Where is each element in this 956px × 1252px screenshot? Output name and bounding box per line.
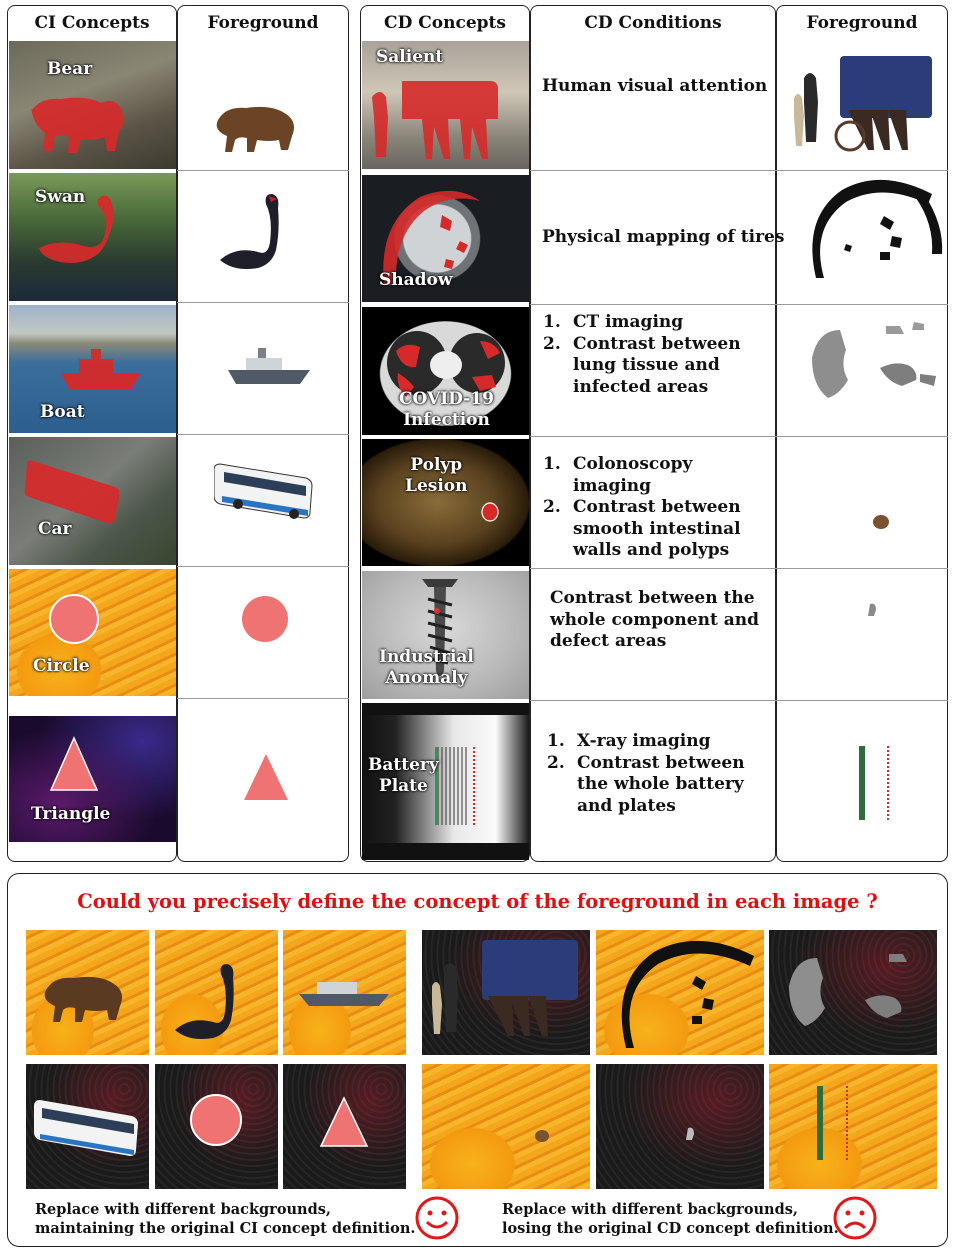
covid-ct-image bbox=[362, 307, 529, 435]
cd-label-covid: COVID-19 Infection bbox=[399, 389, 494, 430]
battery-plate-image bbox=[362, 703, 529, 860]
triangle-image bbox=[9, 716, 176, 842]
ci-label-boat: Boat bbox=[40, 402, 85, 422]
thumb-triangle-dark bbox=[283, 1064, 406, 1189]
thumb-boat-orange bbox=[283, 930, 406, 1055]
thumb-circle-dark bbox=[155, 1064, 278, 1189]
industrial-anomaly-image bbox=[362, 571, 529, 699]
shadow-image bbox=[362, 175, 529, 302]
triangle-foreground bbox=[242, 752, 290, 802]
sad-face-icon bbox=[832, 1195, 878, 1241]
boat-image bbox=[9, 305, 176, 433]
thumb-polyp-orange bbox=[422, 1064, 590, 1189]
thumb-lung-dark bbox=[769, 930, 937, 1055]
cd-condition-battery: 1. X-ray imaging 2. Contrast between the whole battery and plates bbox=[547, 731, 745, 816]
anomaly-foreground bbox=[866, 602, 880, 618]
right-caption: Replace with different backgrounds, losing the original CD concept definition. bbox=[502, 1201, 839, 1237]
header-cd-conditions: CD Conditions bbox=[530, 5, 776, 39]
bear-foreground bbox=[212, 90, 302, 158]
cd-label-salient: Salient bbox=[376, 47, 444, 67]
cd-condition-salient: Human visual attention bbox=[542, 76, 768, 96]
circle-foreground bbox=[240, 594, 290, 644]
thumb-bus-dark bbox=[26, 1064, 149, 1189]
polyp-foreground bbox=[871, 513, 891, 531]
cd-condition-covid: 1. CT imaging 2. Contrast between lung tissue and infected areas bbox=[543, 312, 741, 397]
header-cd-foreground: Foreground bbox=[776, 5, 948, 39]
ci-label-triangle: Triangle bbox=[31, 804, 111, 824]
tire-shadow-foreground bbox=[800, 176, 946, 280]
ci-label-bear: Bear bbox=[47, 59, 93, 79]
cd-label-battery: Battery Plate bbox=[368, 755, 439, 796]
swan-foreground bbox=[214, 190, 294, 280]
thumb-anomaly-dark bbox=[596, 1064, 764, 1189]
cd-label-industrial: Industrial Anomaly bbox=[379, 647, 474, 688]
polyp-image bbox=[362, 439, 529, 566]
bus-foreground bbox=[214, 454, 316, 526]
smiley-face-icon bbox=[414, 1195, 460, 1241]
ci-label-circle: Circle bbox=[33, 656, 90, 676]
cd-condition-shadow: Physical mapping of tires bbox=[542, 227, 785, 247]
lung-infection-foreground bbox=[806, 318, 944, 402]
battery-plate-foreground bbox=[856, 742, 896, 824]
bear-image bbox=[9, 41, 176, 169]
thumb-swan-orange bbox=[155, 930, 278, 1055]
cd-label-polyp: Polyp Lesion bbox=[405, 455, 468, 496]
thumb-tire-orange bbox=[596, 930, 764, 1055]
header-ci-foreground: Foreground bbox=[177, 5, 349, 39]
cd-condition-polyp: 1. Colonoscopy imaging 2. Contrast between smooth intestinal walls and polyps bbox=[543, 454, 741, 560]
header-cd-concepts: CD Concepts bbox=[360, 5, 530, 39]
thumb-battery-orange bbox=[769, 1064, 937, 1189]
car-image bbox=[9, 437, 176, 565]
cd-label-shadow: Shadow bbox=[379, 270, 453, 290]
swan-image bbox=[9, 173, 176, 301]
ci-foreground-column bbox=[177, 38, 349, 862]
salient-image bbox=[362, 41, 529, 169]
carriage-foreground bbox=[790, 48, 940, 166]
header-ci-concepts: CI Concepts bbox=[7, 5, 177, 39]
boat-foreground bbox=[224, 342, 314, 392]
question-heading: Could you precisely define the concept of the foreground in each image ? bbox=[77, 890, 878, 913]
ci-label-car: Car bbox=[38, 519, 72, 539]
circle-image bbox=[9, 569, 176, 696]
ci-label-swan: Swan bbox=[35, 187, 86, 207]
left-caption: Replace with different backgrounds, maintaining the original CI concept definition. bbox=[35, 1201, 416, 1237]
thumb-bear-orange bbox=[26, 930, 149, 1055]
thumb-carriage-dark bbox=[422, 930, 590, 1055]
cd-condition-industrial: Contrast between the whole component and defect areas bbox=[550, 588, 759, 651]
